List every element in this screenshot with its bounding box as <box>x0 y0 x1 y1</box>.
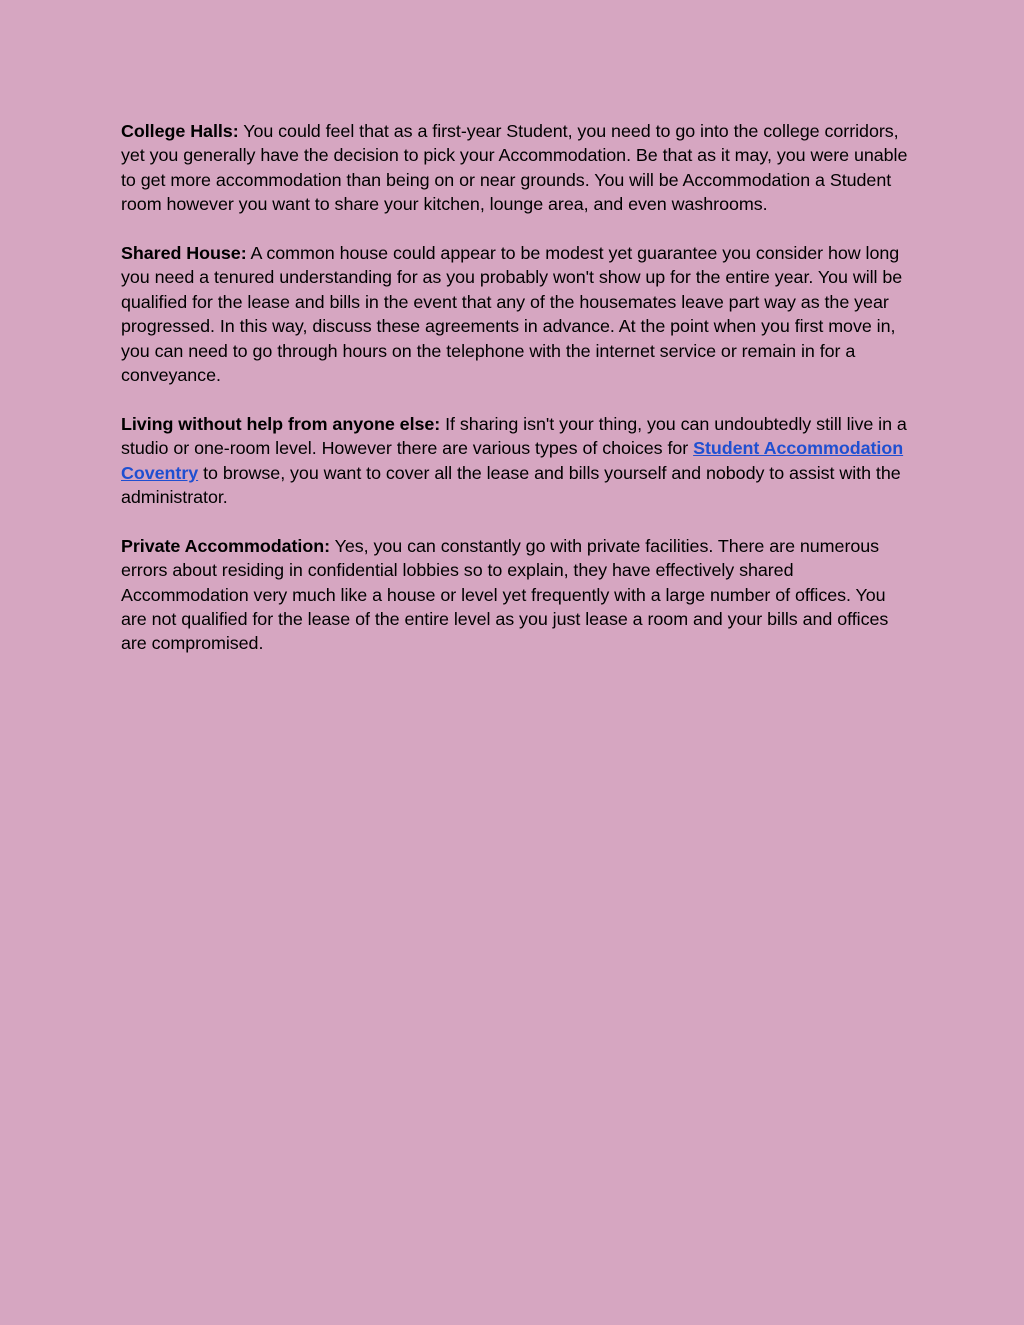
paragraph-text: A common house could appear to be modest yet guarantee you consider how long you need a tenured understanding for as you probably won't show up for the entire year. You will be qualified for the lease and bills in the event that any of the housemates leave part way as the year progressed. In this way, discuss these agreements in advance. At the point when you first move in, you can need to go through hours on the telephone with the internet service or remain in for a conveyance. <box>121 243 903 386</box>
student-accommodation-coventry-link[interactable]: Student Accommodation Coventry <box>121 438 904 483</box>
paragraph-heading: Private Accommodation: <box>121 535 330 556</box>
paragraph-text-before-link: If sharing isn't your thing, you can undoubtedly still live in a studio or one-room level. However there are various types of choices for <box>121 413 907 459</box>
paragraph-text: Yes, you can constantly go with private facilities. There are numerous errors about residing in confidential lobbies so to explain, they have effectively shared Accommodation very much like a house or level yet frequently with a large number of offices. You are not qualified for the lease of the entire level as you just lease a room and your bills and offices are compromised. <box>121 535 889 654</box>
paragraph-private-accommodation <box>121 534 911 656</box>
paragraph-college-halls <box>121 119 911 217</box>
paragraph-text: You could feel that as a first-year Student, you need to go into the college corridors, yet you generally have the decision to pick your Accommodation. Be that as it may, you were unable to get more accommodation than being on or near grounds. You will be Accommodation a Student room however you want to share your kitchen, lounge area, and even washrooms. <box>121 121 908 215</box>
paragraph-living-alone <box>121 412 911 510</box>
paragraph-heading: College Halls: <box>121 121 239 141</box>
paragraph-text-after-link: to browse, you want to cover all the lease and bills yourself and nobody to assist with the administrator. <box>121 462 901 508</box>
document-body <box>121 119 911 680</box>
paragraph-heading: Living without help from anyone else: <box>121 413 441 434</box>
paragraph-shared-house <box>121 241 911 387</box>
paragraph-heading: Shared House: <box>121 243 247 264</box>
